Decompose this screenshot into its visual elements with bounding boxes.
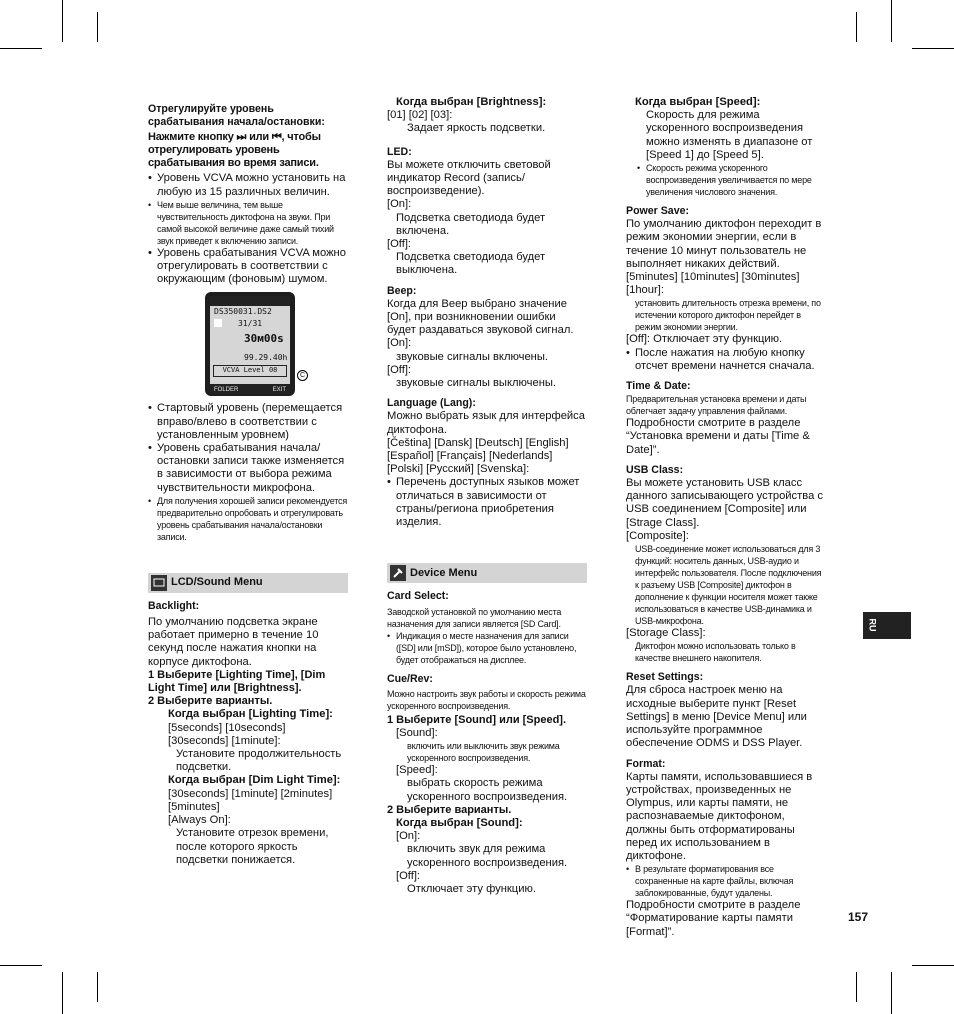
option: [Off]: Отключает эту функцию. bbox=[626, 333, 783, 346]
heading-format: Format: bbox=[626, 757, 666, 770]
softkey-exit: EXIT bbox=[272, 387, 286, 394]
options: [5seconds] [10seconds] [30seconds] [1minute]: bbox=[168, 721, 286, 747]
crop-mark bbox=[856, 12, 857, 42]
lcd-remaining: 99.29.40h bbox=[244, 353, 288, 363]
paragraph: Когда для Beep выбрано значение [On], при возникновении ошибки будет раздаваться звуковой сигнал. bbox=[387, 297, 574, 337]
bullet: • Перечень доступных языков может отличаться в зависимости от страны/региона приобретения изделия. bbox=[387, 476, 587, 529]
paragraph: По умолчанию подсветка экране работает примерно в течение 10 секунд после нажатия кнопки на корпусе диктофона. bbox=[148, 616, 319, 668]
sub-heading: Когда выбран [Dim Light Time]: bbox=[168, 774, 341, 787]
paragraph: Вы можете отключить световой индикатор Record (запись/воспроизведение). bbox=[387, 158, 551, 198]
option-text: Установите отрезок времени, после которого яркость подсветки понижается. bbox=[176, 827, 329, 866]
section-lcd-sound-menu bbox=[148, 573, 348, 593]
option-text: Диктофон можно использовать только в качестве внешнего накопителя. bbox=[635, 641, 796, 664]
softkey-folder: FOLDER bbox=[214, 387, 239, 394]
option: [Off]: bbox=[387, 238, 412, 251]
crop-mark bbox=[97, 972, 98, 1002]
note: • В результате форматирования все сохраненные на карте файлы, включая заблокированные, будут удалены. bbox=[626, 863, 826, 899]
instruction: Нажмите кнопку ⏭ или ⏮, чтобы отрегулировать уровень срабатывания во время записи. bbox=[148, 131, 321, 170]
heading-time-date: Time & Date: bbox=[626, 380, 691, 393]
step-1: 1 Выберите [Lighting Time], [Dim Light Time] или [Brightness]. bbox=[148, 668, 326, 695]
paragraph: Подробности смотрите в разделе “Форматирование карты памяти [Format]”. bbox=[626, 899, 801, 938]
crop-mark bbox=[97, 12, 98, 42]
lcd-vcva-level: VCVA Level 08 bbox=[213, 365, 287, 377]
crop-mark bbox=[891, 0, 892, 42]
crop-mark bbox=[62, 972, 63, 1014]
language-tab-label: RU bbox=[867, 618, 878, 632]
note: • Чем выше величина, тем выше чувствительность диктофона на звуки. При самой высокой величине даже самый тихий звук приведет к включению записи. bbox=[148, 199, 348, 247]
options: [01] [02] [03]: bbox=[387, 109, 453, 122]
option-text: выбрать скорость режима ускоренного воспроизведения. bbox=[407, 777, 568, 803]
heading-led: LED: bbox=[387, 145, 412, 158]
note: • Индикация о месте назначения для записи ([SD] или [mSD]), которое было установлено, будет отображаться на дисплее. bbox=[387, 630, 587, 666]
paragraph: Заводской установкой по умолчанию места назначения для записи является [SD Card]. bbox=[387, 606, 562, 629]
callout-c: C bbox=[297, 370, 308, 381]
option-text: Скорость для режима ускоренного воспроизведения можно изменять в диапазоне от [Speed 1] до [Speed 5]. bbox=[646, 109, 813, 161]
option-text: Отключает эту функцию. bbox=[407, 882, 536, 895]
crop-mark bbox=[0, 48, 42, 49]
options: [5minutes] [10minutes] [30minutes] [1hour]: bbox=[626, 271, 800, 297]
option-text: включить или выключить звук режима ускоренного воспроизведения. bbox=[407, 741, 560, 764]
crop-mark bbox=[0, 965, 42, 966]
note: Предварительная установка времени и даты облегчает задачу управления файлами. bbox=[626, 394, 807, 417]
column-3 bbox=[626, 96, 826, 939]
crop-mark bbox=[912, 48, 954, 49]
column-2 bbox=[387, 96, 587, 896]
step-2: 2 Выберите варианты. bbox=[148, 695, 273, 708]
sub-heading: Когда выбран [Speed]: bbox=[635, 96, 761, 108]
heading-language: Language (Lang): bbox=[387, 397, 476, 410]
section-title: Device Menu bbox=[410, 566, 478, 579]
bullet: • Уровень VCVA можно установить на любую из 15 различных величин. bbox=[148, 172, 348, 198]
monitor-icon bbox=[151, 575, 167, 591]
note: • Скорость режима ускоренного воспроизведения увеличивается по мере увеличения числового значения. bbox=[637, 162, 826, 198]
paragraph: Вы можете установить USB класс данного записывающего устройства с USB соединением [Composite] или [Strage Class]. bbox=[626, 477, 824, 529]
lcd-counter: 31/31 bbox=[238, 319, 263, 329]
note: • Для получения хорошей записи рекомендуется предварительно опробовать и отрегулировать уровень срабатывания начала/остановки записи. bbox=[148, 495, 348, 543]
sub-heading: Когда выбран [Brightness]: bbox=[396, 96, 547, 108]
callout-text: • Стартовый уровень (перемещается вправо/влево в соответствии с установленным уровнем) bbox=[148, 402, 348, 442]
option-text: включить звук для режима ускоренного воспроизведения. bbox=[407, 843, 568, 869]
crop-mark bbox=[891, 972, 892, 1014]
lcd-screen bbox=[210, 296, 290, 384]
option-text: Подсветка светодиода будет включена. bbox=[396, 211, 546, 237]
option: [Off]: bbox=[396, 869, 421, 882]
language-tab bbox=[863, 612, 911, 639]
option: [Off]: bbox=[387, 363, 412, 376]
heading-power-save: Power Save: bbox=[626, 205, 690, 218]
lcd-softkeys bbox=[210, 384, 290, 394]
crop-mark bbox=[856, 972, 857, 1002]
step-2: 2 Выберите варианты. bbox=[387, 803, 512, 816]
tools-icon bbox=[390, 565, 406, 581]
heading-beep: Beep: bbox=[387, 284, 417, 297]
lcd-top-bar bbox=[210, 296, 290, 306]
option: [Storage Class]: bbox=[626, 627, 706, 640]
crop-mark bbox=[62, 0, 63, 42]
option-text: Подсветка светодиода будет выключена. bbox=[396, 251, 546, 277]
paragraph: Для сброса настроек меню на исходные выберите пункт [Reset Settings] в меню [Device Menu] или используйте программное обеспечение ODMS и DSS Player. bbox=[626, 684, 807, 750]
options: [Always On]: bbox=[168, 814, 231, 827]
paragraph: По умолчанию диктофон переходит в режим экономии энергии, если в течение 10 минут пользователь не выполняет никаких действий. bbox=[626, 218, 822, 270]
option: [Sound]: bbox=[396, 726, 438, 739]
folder-a-icon bbox=[214, 319, 222, 327]
sub-heading: Когда выбран [Sound]: bbox=[396, 816, 523, 829]
paragraph: Можно выбрать язык для интерфейса диктофона. bbox=[387, 410, 585, 436]
option-text: звуковые сигналы выключены. bbox=[396, 377, 557, 390]
crop-mark bbox=[912, 965, 954, 966]
options: [30seconds] [1minute] [2minutes] [5minutes] bbox=[168, 787, 333, 813]
step-1: 1 Выберите [Sound] или [Speed]. bbox=[387, 713, 567, 726]
option-text: USB-соединение может использоваться для 3 функций: носитель данных, USB-аудио и интерфейс пользователя. После подключения к разъему USB [Composite] диктофон в дополнение к функции носителя может также использоваться в качестве USB-динамика и USB-микрофона. bbox=[635, 544, 822, 627]
section-device-menu bbox=[387, 563, 587, 583]
heading-cue-rev: Cue/Rev: bbox=[387, 672, 433, 685]
lcd-filename: DS350031.DS2 bbox=[214, 307, 272, 317]
paragraph: Подробности смотрите в разделе “Установка времени и даты [Time & Date]”. bbox=[626, 417, 810, 456]
heading-usb-class: USB Class: bbox=[626, 463, 684, 476]
option-text: Задает яркость подсветки. bbox=[407, 122, 546, 135]
paragraph: Можно настроить звук работы и скорость режима ускоренного воспроизведения. bbox=[387, 688, 586, 711]
option: [On]: bbox=[387, 198, 412, 211]
heading-reset-settings: Reset Settings: bbox=[626, 671, 704, 684]
option: [On]: bbox=[387, 337, 412, 350]
bullet: • После нажатия на любую кнопку отсчет времени начнется сначала. bbox=[626, 347, 826, 373]
heading-card-select: Card Select: bbox=[387, 590, 449, 603]
option-text: звуковые сигналы включены. bbox=[396, 350, 548, 363]
heading: Отрегулируйте уровень срабатывания начала/остановки: bbox=[148, 103, 325, 129]
option: [On]: bbox=[396, 830, 421, 843]
sub-heading: Когда выбран [Lighting Time]: bbox=[168, 708, 333, 721]
option-text: Установите продолжительность подсветки. bbox=[176, 748, 342, 774]
language-options: [Čeština] [Dansk] [Deutsch] [English] [Español] [Français] [Nederlands] [Polski] [Русский] [Svenska]: bbox=[387, 436, 569, 476]
page-number: 157 bbox=[848, 910, 869, 924]
paragraph: Карты памяти, использовавшиеся в устройствах, произведенных не Olympus, или карты памяти, не распознаваемые диктофоном, должны быть отформатированы перед их использованием в диктофоне. bbox=[626, 770, 813, 862]
column-1 bbox=[148, 96, 348, 867]
option: [Composite]: bbox=[626, 529, 689, 542]
lcd-illustration bbox=[205, 292, 306, 396]
option: [Speed]: bbox=[396, 764, 438, 777]
lcd-time: 30м00s bbox=[244, 332, 284, 346]
option-text: установить длительность отрезка времени, по истечении которого диктофон перейдет в режим экономии энергии. bbox=[635, 298, 821, 333]
section-title: LCD/Sound Menu bbox=[171, 576, 263, 589]
bullet: • Уровень срабатывания VCVA можно отрегулировать в соответствии с окружающим (фоновым) шумом. bbox=[148, 247, 348, 287]
heading-backlight: Backlight: bbox=[148, 599, 200, 612]
bullet: • Уровень срабатывания начала/остановки записи также изменяется в зависимости от выбора режима чувствительности микрофона. bbox=[148, 442, 348, 495]
